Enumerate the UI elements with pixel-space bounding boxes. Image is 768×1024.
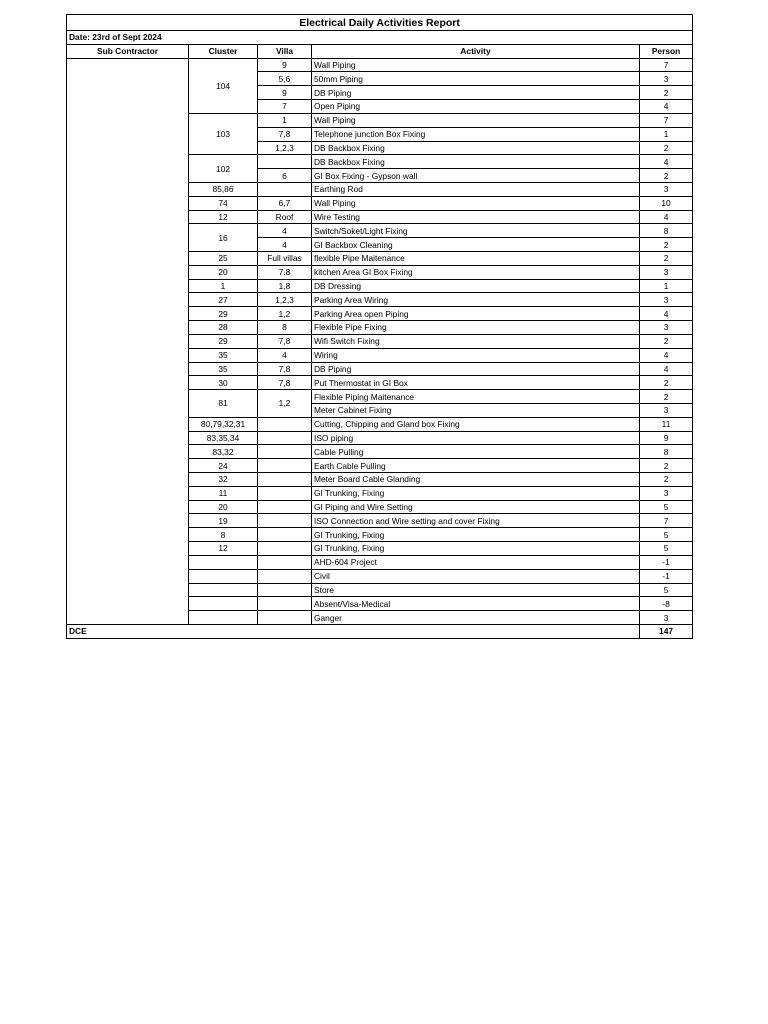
villa-cell: 1 xyxy=(258,113,312,127)
cluster-cell: 35 xyxy=(189,362,258,376)
villa-cell xyxy=(258,597,312,611)
cluster-cell xyxy=(189,611,258,625)
person-cell: 1 xyxy=(640,279,693,293)
cluster-cell: 102 xyxy=(189,155,258,183)
activity-cell: DB Backbox Fixing xyxy=(312,155,640,169)
person-cell: 4 xyxy=(640,155,693,169)
person-cell: 5 xyxy=(640,528,693,542)
villa-cell: 5,6 xyxy=(258,72,312,86)
column-header-villa: Villa xyxy=(258,44,312,58)
activity-cell: ISO Connection and Wire setting and cover Fixing xyxy=(312,514,640,528)
person-cell: 8 xyxy=(640,224,693,238)
villa-cell: 1,2,3 xyxy=(258,293,312,307)
villa-cell xyxy=(258,473,312,487)
cluster-cell: 19 xyxy=(189,514,258,528)
villa-cell xyxy=(258,155,312,169)
villa-cell: 4 xyxy=(258,238,312,252)
cluster-cell: 28 xyxy=(189,321,258,335)
villa-cell: 1,2 xyxy=(258,307,312,321)
column-header-cluster: Cluster xyxy=(189,44,258,58)
activity-cell: Earthing Rod xyxy=(312,182,640,196)
person-cell: 11 xyxy=(640,417,693,431)
cluster-cell: 12 xyxy=(189,210,258,224)
sub-contractor-cell xyxy=(67,58,189,624)
activity-cell: Flexible Pipe Fixing xyxy=(312,321,640,335)
person-cell: 3 xyxy=(640,265,693,279)
person-cell: 3 xyxy=(640,486,693,500)
cluster-cell: 29 xyxy=(189,334,258,348)
villa-cell xyxy=(258,611,312,625)
activity-cell: GI Backbox Cleaning xyxy=(312,238,640,252)
cluster-cell: 24 xyxy=(189,459,258,473)
villa-cell: 8 xyxy=(258,321,312,335)
person-cell: -1 xyxy=(640,569,693,583)
activity-cell: Wiring xyxy=(312,348,640,362)
report-date: Date: 23rd of Sept 2024 xyxy=(67,31,693,45)
activity-cell: Ganger xyxy=(312,611,640,625)
activity-cell: Wall Piping xyxy=(312,196,640,210)
villa-cell: 7,8 xyxy=(258,127,312,141)
column-header-sub-contractor: Sub Contractor xyxy=(67,44,189,58)
date-row xyxy=(67,31,693,45)
villa-cell xyxy=(258,182,312,196)
report-table xyxy=(66,14,693,639)
villa-cell: 1,2,3 xyxy=(258,141,312,155)
report-title: Electrical Daily Activities Report xyxy=(67,15,693,31)
villa-cell: 9 xyxy=(258,58,312,72)
person-cell: 4 xyxy=(640,210,693,224)
villa-cell: 7,8 xyxy=(258,334,312,348)
cluster-cell: 74 xyxy=(189,196,258,210)
villa-cell: 9 xyxy=(258,86,312,100)
person-cell: 10 xyxy=(640,196,693,210)
title-row xyxy=(67,15,693,31)
person-cell: 2 xyxy=(640,86,693,100)
activity-cell: Cutting, Chipping and Gland box Fixing xyxy=(312,417,640,431)
person-cell: 7 xyxy=(640,58,693,72)
cluster-cell xyxy=(189,583,258,597)
activity-cell: DB Piping xyxy=(312,362,640,376)
villa-cell: 7.8 xyxy=(258,265,312,279)
cluster-cell: 32 xyxy=(189,473,258,487)
villa-cell xyxy=(258,417,312,431)
cluster-cell: 11 xyxy=(189,486,258,500)
villa-cell: 6,7 xyxy=(258,196,312,210)
activity-cell: Cable Pulling xyxy=(312,445,640,459)
villa-cell: 1,8 xyxy=(258,279,312,293)
activity-cell: GI Box Fixing - Gypson wall xyxy=(312,169,640,183)
villa-cell xyxy=(258,569,312,583)
villa-cell xyxy=(258,528,312,542)
villa-cell: Roof xyxy=(258,210,312,224)
header-row xyxy=(67,44,693,58)
villa-cell: 7,8 xyxy=(258,376,312,390)
footer-label: DCE xyxy=(67,624,640,638)
cluster-cell: 1 xyxy=(189,279,258,293)
activity-cell: Wire Testing xyxy=(312,210,640,224)
person-cell: 8 xyxy=(640,445,693,459)
activity-cell: Meter Cabinet Fixing xyxy=(312,403,640,417)
activity-cell: Open Piping xyxy=(312,100,640,114)
cluster-cell: 104 xyxy=(189,58,258,113)
person-cell: 3 xyxy=(640,321,693,335)
person-cell: 2 xyxy=(640,376,693,390)
person-cell: 2 xyxy=(640,459,693,473)
person-cell: 5 xyxy=(640,500,693,514)
activity-cell: Switch/Soket/Light Fixing xyxy=(312,224,640,238)
cluster-cell: 103 xyxy=(189,113,258,154)
person-cell: 2 xyxy=(640,238,693,252)
person-cell: 2 xyxy=(640,334,693,348)
person-cell: 4 xyxy=(640,307,693,321)
cluster-cell: 81 xyxy=(189,390,258,418)
person-cell: 3 xyxy=(640,72,693,86)
cluster-cell xyxy=(189,555,258,569)
cluster-cell: 29 xyxy=(189,307,258,321)
person-cell: 2 xyxy=(640,252,693,266)
villa-cell xyxy=(258,486,312,500)
cluster-cell: 20 xyxy=(189,265,258,279)
cluster-cell: 12 xyxy=(189,542,258,556)
person-cell: 7 xyxy=(640,113,693,127)
villa-cell: Full villas xyxy=(258,252,312,266)
villa-cell xyxy=(258,459,312,473)
villa-cell: 4 xyxy=(258,224,312,238)
column-header-person: Person xyxy=(640,44,693,58)
cluster-cell: 27 xyxy=(189,293,258,307)
villa-cell: 6 xyxy=(258,169,312,183)
activity-cell: GI Trunking, Fixing xyxy=(312,542,640,556)
activity-cell: DB Backbox Fixing xyxy=(312,141,640,155)
activity-cell: DB Piping xyxy=(312,86,640,100)
villa-cell xyxy=(258,445,312,459)
activity-cell: Civil xyxy=(312,569,640,583)
activity-cell: Meter Board Cable Glanding xyxy=(312,473,640,487)
person-cell: -8 xyxy=(640,597,693,611)
person-cell: 2 xyxy=(640,390,693,404)
column-header-activity: Activity xyxy=(312,44,640,58)
activity-cell: Wall Piping xyxy=(312,58,640,72)
table-row xyxy=(67,58,693,72)
cluster-cell: 85,86 xyxy=(189,182,258,196)
villa-cell xyxy=(258,583,312,597)
activity-cell: Absent/Visa-Medical xyxy=(312,597,640,611)
villa-cell: 1,2 xyxy=(258,390,312,418)
total-persons: 147 xyxy=(640,624,693,638)
cluster-cell xyxy=(189,569,258,583)
activity-cell: Wifi Switch Fixing xyxy=(312,334,640,348)
cluster-cell: 80,79,32,31 xyxy=(189,417,258,431)
person-cell: 2 xyxy=(640,473,693,487)
activity-cell: Store xyxy=(312,583,640,597)
villa-cell: 7,8 xyxy=(258,362,312,376)
cluster-cell: 83,32 xyxy=(189,445,258,459)
cluster-cell: 8 xyxy=(189,528,258,542)
activity-cell: GI Piping and Wire Setting xyxy=(312,500,640,514)
cluster-cell: 20 xyxy=(189,500,258,514)
person-cell: 2 xyxy=(640,141,693,155)
person-cell: 3 xyxy=(640,611,693,625)
person-cell: 2 xyxy=(640,169,693,183)
footer-row xyxy=(67,624,693,638)
activity-cell: Earth Cable Pulling xyxy=(312,459,640,473)
cluster-cell: 35 xyxy=(189,348,258,362)
activity-cell: ISO piping xyxy=(312,431,640,445)
activity-cell: GI Trunking, Fixing xyxy=(312,486,640,500)
activity-cell: flexible Pipe Maitenance xyxy=(312,252,640,266)
person-cell: 3 xyxy=(640,182,693,196)
activity-cell: Put Thermostat in GI Box xyxy=(312,376,640,390)
villa-cell xyxy=(258,431,312,445)
activity-cell: AHD-604 Project xyxy=(312,555,640,569)
cluster-cell: 83,35,34 xyxy=(189,431,258,445)
activity-cell: GI Trunking, Fixing xyxy=(312,528,640,542)
person-cell: 5 xyxy=(640,583,693,597)
person-cell: 5 xyxy=(640,542,693,556)
person-cell: 4 xyxy=(640,348,693,362)
activity-cell: DB Dressing xyxy=(312,279,640,293)
villa-cell xyxy=(258,514,312,528)
villa-cell: 7 xyxy=(258,100,312,114)
person-cell: -1 xyxy=(640,555,693,569)
person-cell: 1 xyxy=(640,127,693,141)
cluster-cell: 30 xyxy=(189,376,258,390)
activity-cell: Parking Area open Piping xyxy=(312,307,640,321)
person-cell: 3 xyxy=(640,403,693,417)
activity-cell: 50mm Piping xyxy=(312,72,640,86)
person-cell: 4 xyxy=(640,362,693,376)
activity-cell: Parking Area Wiring xyxy=(312,293,640,307)
person-cell: 7 xyxy=(640,514,693,528)
cluster-cell: 25 xyxy=(189,252,258,266)
activity-cell: Wall Piping xyxy=(312,113,640,127)
activity-cell: Flexible Piping Maitenance xyxy=(312,390,640,404)
villa-cell xyxy=(258,542,312,556)
cluster-cell: 16 xyxy=(189,224,258,252)
villa-cell: 4 xyxy=(258,348,312,362)
person-cell: 9 xyxy=(640,431,693,445)
activity-cell: Telephone junction Box Fixing xyxy=(312,127,640,141)
villa-cell xyxy=(258,500,312,514)
villa-cell xyxy=(258,555,312,569)
person-cell: 4 xyxy=(640,100,693,114)
person-cell: 3 xyxy=(640,293,693,307)
activity-cell: kitchen Area GI Box Fixing xyxy=(312,265,640,279)
cluster-cell xyxy=(189,597,258,611)
